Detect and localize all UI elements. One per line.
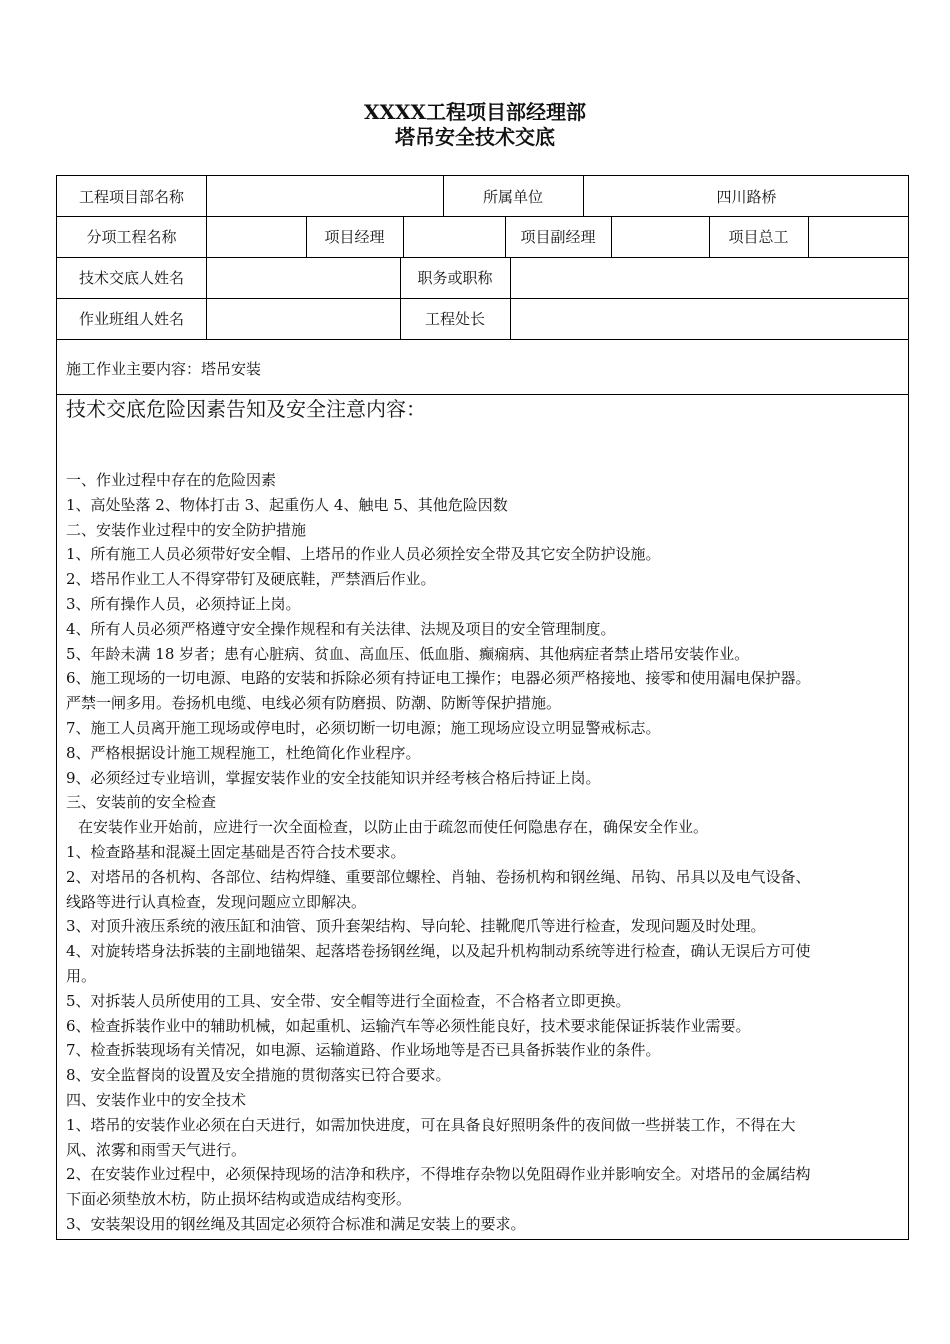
col-divider (403, 216, 404, 257)
briefer-name-label: 技术交底人姓名 (78, 269, 184, 287)
affiliation-label: 所属单位 (482, 187, 543, 206)
body-line: 下面必须垫放木枋，防止损坏结构或造成结构变形。 (66, 1190, 412, 1209)
document-subtitle: 塔吊安全技术交底 (395, 125, 555, 149)
body-line: 二、安装作业过程中的安全防护措施 (66, 520, 307, 539)
body-line: 7、检查拆装现场有关情况，如电源、运输道路、作业场地等是否已具备拆装作业的条件。 (66, 1041, 661, 1060)
section-chief-label: 工程处长 (424, 310, 485, 328)
body-line: 4、对旋转塔身法拆装的主副地锚架、起落塔卷扬钢丝绳，以及起升机构制动系统等进行检查，确认无误后方可使 (66, 942, 811, 961)
body-line: 用。 (66, 966, 97, 985)
body-line: 3、对顶升液压系统的液压缸和油管、顶升套架结构、导向轮、挂靴爬爪等进行检查，发现问题及时处理。 (66, 917, 766, 936)
row-divider (57, 339, 908, 340)
body-line: 4、所有人员必须严格遵守安全操作规程和有关法律、法规及项目的安全管理制度。 (66, 619, 616, 638)
body-line: 线路等进行认真检查，发现问题应立即解决。 (66, 892, 367, 911)
body-line: 6、施工现场的一切电源、电路的安装和拆除必须有持证电工操作；电器必须严格接地、接零和使用漏电保护器。 (66, 669, 811, 688)
document-title: XXXX工程项目部经理部 (363, 100, 587, 124)
safety-briefing-heading: 技术交底危险因素告知及安全注意内容： (66, 397, 426, 421)
deputy-pm-label: 项目副经理 (520, 228, 596, 246)
sub-project-label: 分项工程名称 (86, 228, 177, 246)
col-divider (206, 257, 207, 339)
body-line: 在安装作业开始前，应进行一次全面检查，以防止由于疏忽而使任何隐患存在，确保安全作业。 (78, 818, 709, 837)
body-line: 三、安装前的安全检查 (66, 793, 217, 812)
col-divider (808, 216, 809, 257)
col-divider (510, 257, 511, 339)
body-line: 3、安装架设用的钢丝绳及其固定必须符合标准和满足安装上的要求。 (66, 1214, 526, 1233)
safety-briefing-body (66, 468, 899, 1237)
briefing-form (56, 175, 909, 1240)
pm-label: 项目经理 (324, 228, 385, 246)
body-line: 2、塔吊作业工人不得穿带钉及硬底鞋，严禁酒后作业。 (66, 570, 436, 589)
team-name-label: 作业班组人姓名 (78, 310, 184, 328)
body-line: 7、施工人员离开施工现场或停电时，必须切断一切电源；施工现场应设立明显警戒标志。 (66, 718, 661, 737)
col-divider (611, 216, 612, 257)
body-line: 风、浓雾和雨雪天气进行。 (66, 1140, 247, 1159)
project-dept-label: 工程项目部名称 (78, 187, 184, 206)
col-divider (206, 216, 207, 257)
body-line: 2、在安装作业过程中，必须保持现场的洁净和秩序，不得堆存杂物以免阻碍作业并影响安全。对塔吊的金属结构 (66, 1165, 811, 1184)
chief-engineer-label: 项目总工 (728, 228, 789, 246)
body-line: 1、高处坠落 2、物体打击 3、起重伤人 4、触电 5、其他危险因数 (66, 495, 508, 514)
body-line: 5、年龄未满 18 岁者；患有心脏病、贫血、高血压、低血脂、癫痫病、其他病症者禁止塔吊安装作业。 (66, 644, 750, 663)
position-label: 职务或职称 (417, 269, 493, 287)
body-line: 9、必须经过专业培训，掌握安装作业的安全技能知识并经考核合格后持证上岗。 (66, 768, 601, 787)
body-line: 严禁一闸多用。卷扬机电缆、电线必须有防磨损、防潮、防断等保护措施。 (66, 694, 562, 713)
body-line: 8、严格根据设计施工规程施工，杜绝简化作业程序。 (66, 743, 421, 762)
body-line: 2、对塔吊的各机构、各部位、结构焊缝、重要部位螺栓、肖轴、卷扬机构和钢丝绳、吊钩、吊具以及电气设备、 (66, 867, 811, 886)
body-line: 6、检查拆装作业中的辅助机械，如起重机、运输汽车等必须性能良好，技术要求能保证拆装作业需要。 (66, 1016, 751, 1035)
body-line: 四、安装作业中的安全技术 (66, 1090, 247, 1109)
project-dept-value (206, 176, 443, 216)
body-line: 一、作业过程中存在的危险因素 (66, 471, 277, 489)
body-line: 1、塔吊的安装作业必须在白天进行，如需加快进度，可在具备良好照明条件的夜间做一些拼装工作，不得在大 (66, 1115, 796, 1134)
body-line: 3、所有操作人员，必须持证上岗。 (66, 594, 301, 613)
body-line: 1、所有施工人员必须带好安全帽、上塔吊的作业人员必须拴安全带及其它安全防护设施。 (66, 545, 661, 564)
main-work-content: 施工作业主要内容：塔吊安装 (66, 360, 262, 378)
body-line: 8、安全监督岗的设置及安全措施的贯彻落实已符合要求。 (66, 1066, 451, 1085)
affiliation-value: 四川路桥 (716, 187, 777, 206)
body-line: 5、对拆装人员所使用的工具、安全带、安全帽等进行全面检查，不合格者立即更换。 (66, 991, 631, 1010)
body-line: 1、检查路基和混凝土固定基础是否符合技术要求。 (66, 842, 406, 861)
